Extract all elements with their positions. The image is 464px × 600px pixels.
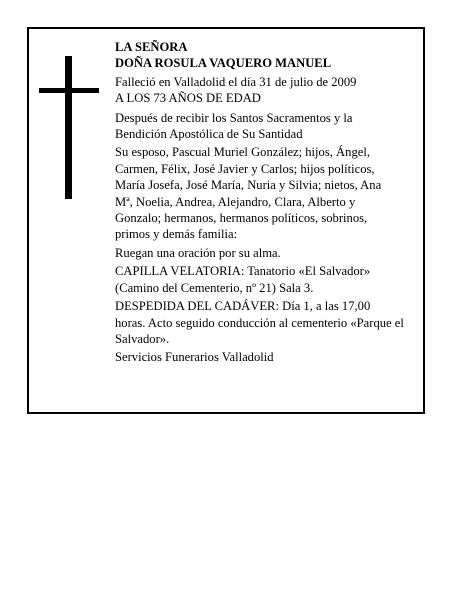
funeral-services: Servicios Funerarios Valladolid	[115, 350, 274, 365]
notice-text	[115, 39, 425, 366]
family-line-1: Su esposo, Pascual Muriel González; hijos, Ángel,	[115, 145, 370, 160]
family-line-4: Mª, Noelia, Andrea, Alejandro, Clara, Alberto y	[115, 194, 356, 209]
family-line-3: María Josefa, José María, Nuria y Silvia; nietos, Ana	[115, 178, 382, 193]
cross-horizontal-bar	[39, 88, 99, 93]
farewell-line-3: Salvador».	[115, 331, 170, 346]
family-line-5: Gonzalo; hermanos, hermanos políticos, sobrinos,	[115, 211, 368, 226]
notice-title: LA SEÑORA	[115, 40, 188, 54]
prayer-line: Ruegan una oración por su alma.	[115, 245, 281, 260]
chapel-line-1: CAPILLA VELATORIA: Tanatorio «El Salvador»	[115, 264, 371, 279]
sacraments-line-1: Después de recibir los Santos Sacramentos y la	[115, 110, 353, 125]
deceased-name: DOÑA ROSULA VAQUERO MANUEL	[115, 56, 332, 71]
family-line-2: Carmen, Félix, José Javier y Carlos; hijos políticos,	[115, 161, 375, 176]
family-line-6: primos y demás familia:	[115, 227, 238, 242]
obituary-notice	[27, 27, 425, 414]
farewell-line-1: DESPEDIDA DEL CADÁVER: Día 1, a las 17,00	[115, 299, 371, 314]
sacraments-line-2: Bendición Apostólica de Su Santidad	[115, 127, 303, 142]
farewell-line-2: horas. Acto seguido conducción al cementerio «Parque el	[115, 315, 404, 330]
death-line: Falleció en Valladolid el día 31 de julio de 2009	[115, 74, 357, 89]
cross-vertical-bar	[65, 56, 72, 199]
chapel-line-2: (Camino del Cementerio, nº 21) Sala 3.	[115, 280, 314, 295]
cross-icon	[39, 56, 99, 199]
age-line: A LOS 73 AÑOS DE EDAD	[115, 91, 261, 106]
